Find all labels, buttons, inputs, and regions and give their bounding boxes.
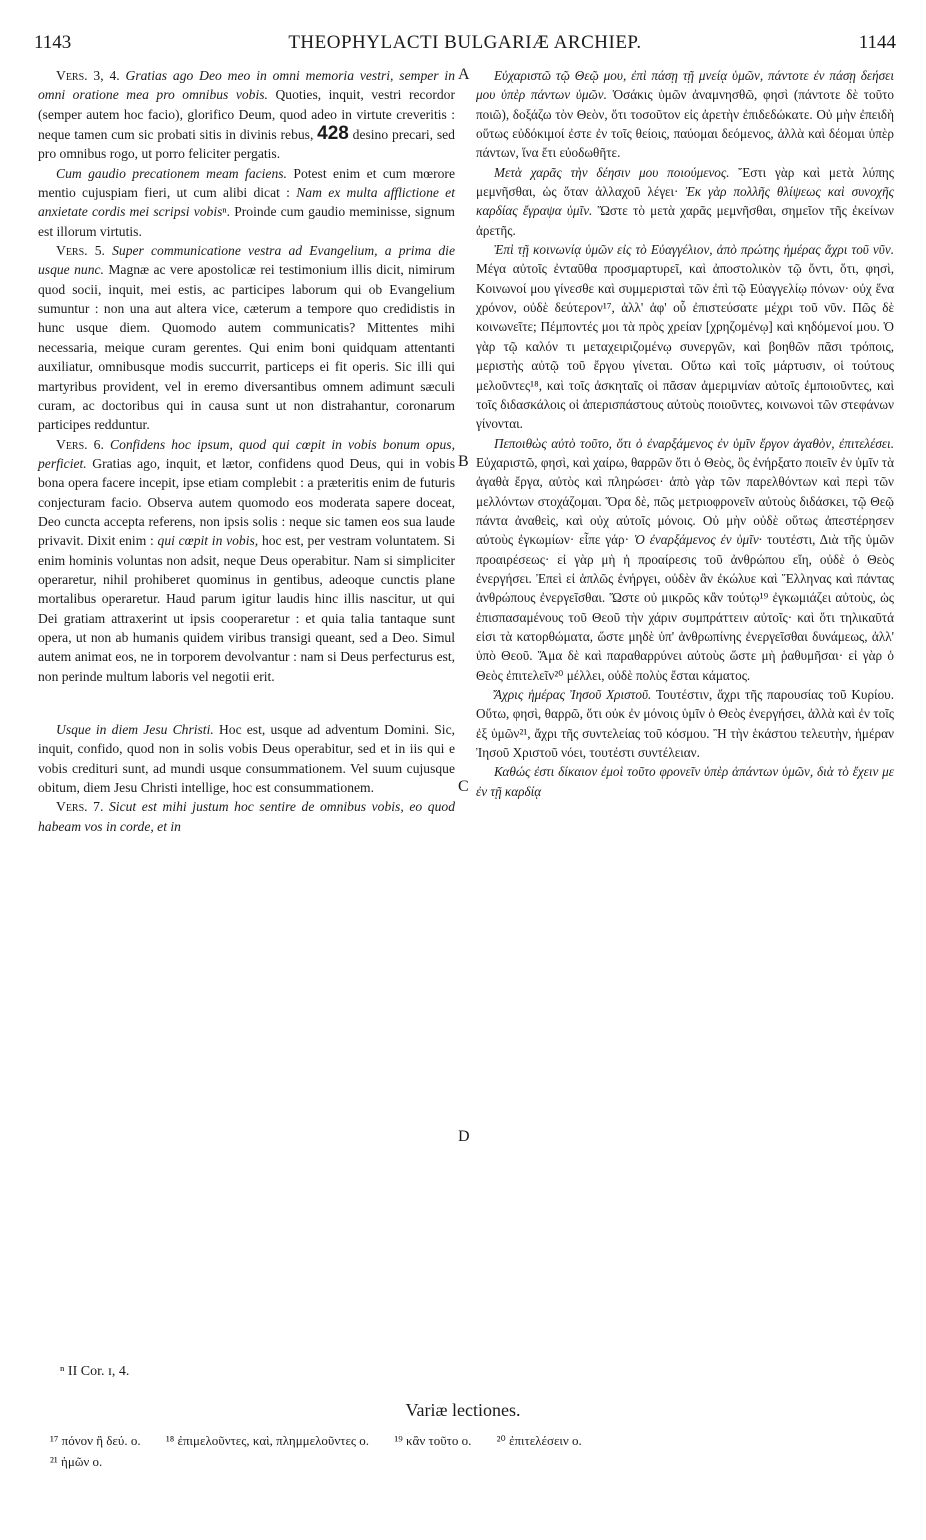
lemma: Sicut est mihi justum hoc sentire de omnibus vobis, eo quod habeam vos in corde, et in [38, 799, 455, 834]
lemma: Εὐχαριστῶ τῷ Θεῷ μου, ἐπὶ πάσῃ τῇ μνείᾳ ὑμῶν, πάντοτε ἐν πάσῃ δεήσει μου ὑπὲρ πάντων ὑμῶν. [476, 68, 894, 103]
quotation: qui cœpit in vobis, [157, 533, 259, 549]
commentary-text: hoc est, per vestram voluntatem. Si enim hominis voluntas non adsit, neque Deus operabitur. Nam si simpliciter operaretur, nihil prohiberet quominus in gentibus, adeoque cunctis plane mortalibus operaretur. Haud parum igitur laudis hinc illis nascitur, ut qui Dei gratiam attraxerint ut ipsis cooperaretur : et quia talia tantaque sunt opera, ut non ab humanis quidem viribus transigi queant, sed a Deo. Simul autem animat eos, ne in torporem devolvantur : nam si Deus perfecturus est, non perinde multum laboris vel negotii erit. [38, 533, 455, 684]
variant-reading: ¹⁸ ἐπιμελοῦντες, καὶ, πλημμελοῦντες ο. [165, 1433, 370, 1448]
greek-paragraph [476, 240, 894, 433]
commentary-text: Ὁσάκις ὑμῶν ἀναμνησθῶ, φησὶ (πάντοτε δὲ τοῦτο ποιῶ), δοξάζω τὸν Θεὸν, ὅτι τοσοῦτον εἰς ἀρετὴν ἐπιδεδώκατε. Οὐ μὴν ἐπειδὴ οὕτως εὐδόκιμοί ἐστε ἐν τοῖς θείοις, παύομαι δεόμενος, ἀλλὰ καὶ δέομαι ὑπὲρ πάντων, ἵνα ἔτι εὐοδωθῆτε. [476, 87, 894, 161]
lemma: Super communicatione vestra ad Evangelium, a prima die usque nunc. [38, 243, 455, 278]
verse-label: Vers. 3, 4. [56, 68, 120, 83]
lemma: Μετὰ χαρᾶς τὴν δέησιν μου ποιούμενος. [494, 164, 730, 180]
lemma: Καθώς ἐστι δίκαιον ἐμοὶ τοῦτο φρονεῖν ὑπὲρ ἁπάντων ὑμῶν, διὰ τὸ ἔχειν με ἐν τῇ καρδίᾳ [476, 764, 894, 799]
greek-paragraph [476, 685, 894, 762]
column-number: 428 [317, 123, 349, 145]
commentary-text: Ὥστε τὸ μετὰ χαρᾶς μεμνῆσθαι, σημεῖον τῆς ἐκείνων ἀρετῆς. [476, 203, 895, 238]
latin-paragraph [38, 66, 455, 164]
quotation: Nam ex multa afflictione et anxietate cordis mei scripsi vobis [38, 185, 455, 220]
latin-paragraph [38, 435, 455, 686]
margin-letter-c: C [458, 778, 469, 795]
variant-reading: ¹⁹ κἂν τοῦτο ο. [394, 1433, 472, 1448]
verse-label: Vers. 7. [56, 799, 104, 815]
margin-letter-b: B [458, 453, 469, 470]
greek-paragraph [476, 66, 894, 163]
commentary-text: Ἔστι γὰρ καὶ μετὰ λύπης μεμνῆσθαι, ὡς ὅταν ἀλλαχοῦ λέγει· [476, 164, 894, 200]
greek-paragraph [476, 434, 894, 685]
latin-paragraph [38, 797, 455, 836]
commentary-text: desino precari, sed pro omnibus rogo, ut porro feliciter pergatis. [38, 127, 455, 162]
running-header [34, 32, 896, 58]
running-title: THEOPHYLACTI BULGARIÆ ARCHIEP. [288, 32, 642, 53]
quotation: Ὁ ἐναρξάμενος ἐν ὑμῖν· [633, 532, 762, 548]
commentary-text: Potest enim et cum mœrore mentio cujuspiam fieri, ut cum alibi dicat : [38, 165, 455, 201]
lemma: Confidens hoc ipsum, quod qui cœpit in vobis bonum opus, perficiet. [38, 436, 455, 471]
footnote: ⁿ II Cor. ɪ, 4. [60, 1364, 130, 1379]
left-page-number: 1143 [34, 32, 72, 53]
latin-paragraph [38, 164, 455, 241]
verse-label: Vers. 6. [56, 436, 104, 452]
commentary-text: Magnæ ac vere apostolicæ rei testimonium illis dicit, nimirum quod socii, inquit, mei estis, ac participes laborum qui ob Evangelium sumuntur : non una aut altera vice, cæterum a tempore quo credidistis in hunc usque diem. Quomodo autem communicatis? Mittentes mihi necessaria, meique curam gerentes. Qui enim boni quidquam attentanti auxiliatur, omnibusque modis succurrit, particeps ei fit operis. Sic illi qui martyribus provident, vel in eremo diversantibus omnem adimunt sæculi curam, ac doctoribus qui in causa sunt ut non distrahantur, coronarum participes redduntur. [38, 262, 455, 433]
margin-letter-d: D [458, 1128, 470, 1145]
greek-paragraph [476, 163, 894, 240]
latin-column [38, 66, 455, 836]
commentary-text: τουτέστι, Διὰ τῆς ὑμῶν προαιρέσεως· εἰ γὰρ μὴ ἡ προαίρεσις τοῦ ἀνθρώπου εἴη, οὐδὲ ὁ Θεὸς ἐνεργήσει. Ἐπεὶ εἰ ἁπλῶς ἐνήργει, οὐδὲν ἂν ἐκώλυε καὶ Ἕλληνας καὶ πάντας ἀνθρώπους ἐνεργεῖσθαι. Ὥστε οὐ μικρῶς κἂν τούτῳ¹⁹ ἐγκωμιάζει αὐτοὺς, ὡς ἐπισπασαμένους τοῦ Θεοῦ τὴν χάριν συμπράττειν αὐτοῖς· καὶ ὅτι τηλικαῦτά εἰσι τὰ κατορθώματα, ὥστε μηδὲ ὑπ' ἀνθρωπίνης ἐνεργεῖσθαι δυνάμεως, ἀλλ' ὑπὸ Θεοῦ. Ἅμα δὲ καὶ παραθαρρύνει αὐτοὺς ὥστε μὴ ῥαθυμῆσαι· εἰ γὰρ ὁ Θεὸς ἐπιτελεῖν²⁰ μέλλει, οὐδὲ πολὺς ἔσται κάματος. [476, 532, 895, 683]
variae-lectiones-title: Variæ lectiones. [405, 1400, 521, 1420]
commentary-text: ⁿ. Proinde cum gaudio meminisse, signum est illorum virtutis. [38, 204, 455, 239]
lemma: Cum gaudio precationem meam faciens. [56, 165, 287, 181]
commentary-text: Εὐχαριστῶ, φησὶ, καὶ χαίρω, θαρρῶν ὅτι ὁ Θεὸς, ὃς ἐνήρξατο ποιεῖν ἐν ὑμῖν τὰ ἀγαθὰ ἔργα, αὐτὸς καὶ πληρώσει· ἀπὸ γὰρ τῶν παρελθόντων καὶ περὶ τῶν μελλόντων στοχάζομαι. Ὅρα δὲ, πῶς μετριοφρονεῖν αὐτοὺς διδάσκει, τῷ Θεῷ πάντα ἀναθεὶς, καὶ οὐχ αὐτοῖς μόνοις. Οὐ μὴν οὐδὲ οὕτως ἀπεστέρησεν αὐτοὺς ἐγκωμίων· εἶπε γάρ· [476, 454, 894, 548]
quotation: Ἐκ γὰρ πολλῆς θλίψεως καὶ συνοχῆς καρδίας ἔγραψα ὑμῖν. [476, 184, 895, 219]
lemma: Πεποιθὼς αὐτὸ τοῦτο, ὅτι ὁ ἐναρξάμενος ἐν ὑμῖν ἔργον ἀγαθὸν, ἐπιτελέσει. [494, 435, 894, 451]
greek-column [476, 66, 894, 801]
commentary-text: Τουτέστιν, ἄχρι τῆς παρουσίας τοῦ Κυρίου. Οὕτω, φησὶ, θαρρῶ, ὅτι οὐκ ἐν μόνοις ὑμῖν ὁ Θεὸς ἐνεργήσει, ἀλλὰ καὶ ἐν τοῖς ἐξ ὑμῶν²¹, ἄχρι τῆς συντελείας τοῦ κόσμου. Ἢ τὴν ἑκάστου τελευτὴν, ἡμέραν Ἰησοῦ Χριστοῦ νόει, τουτέστι συντέλειαν. [476, 687, 894, 761]
lemma: Ἄχρις ἡμέρας Ἰησοῦ Χριστοῦ. [494, 687, 652, 702]
latin-paragraph [38, 241, 455, 434]
lemma: Gratias ago Deo meo in omni memoria vestri, semper in omni oratione mea pro omnibus vobis. [38, 68, 455, 103]
commentary-text: Quoties, inquit, vestri recordor (semper autem hoc facio), glorifico Deum, quod adeo in virtute creveritis : neque tamen cum sic probati sitis in divinis rebus, [38, 87, 455, 143]
variant-reading: ²⁰ ἐπιτελέσειν ο. [496, 1433, 582, 1448]
margin-letter-a: A [458, 66, 470, 83]
latin-paragraph [38, 720, 455, 797]
right-page-number: 1144 [858, 32, 896, 53]
lemma: Usque in diem Jesu Christi. [56, 722, 214, 737]
verse-label: Vers. 5. [56, 243, 105, 259]
commentary-text: Gratias ago, inquit, et lætor, confidens quod Deus, qui in vobis bona opera facere incepit, ipse etiam complebit : a præteritis enim de futuris conjecturam facio. Observa autem quomodo eos moderata sapere doceat, Deo cuncta accepta referens, non ipsis solis : neque sic tamen eos sua laude privavit. Dixit enim : [38, 455, 455, 549]
variant-reading: ¹⁷ πόνον ἢ δεύ. ο. [50, 1433, 141, 1448]
lemma: Ἐπὶ τῇ κοινωνίᾳ ὑμῶν εἰς τὸ Εὐαγγέλιον, ἀπὸ πρώτης ἡμέρας ἄχρι τοῦ νῦν. [494, 242, 894, 258]
commentary-text: Μέγα αὐτοῖς ἐνταῦθα προσμαρτυρεῖ, καὶ ἀποστολικὸν τῷ ὄντι, ὅτι, φησὶ, Κοινωνοί μου γίνεσθε καὶ συμμερισταὶ τῶν ἐπὶ τῷ Εὐαγγελίῳ πόνων· οὐχ ἕνα χρόνον, οὐδὲ δεύτερον¹⁷, ἀλλ' ἀφ' οὗ ἐπιστεύσατε μέχρι τοῦ νῦν. Πῶς δὲ κοινωνεῖτε; Πέμποντές μοι τὰ πρὸς χρείαν [χρηζομένῳ] καὶ κηδόμενοί μου. Ὁ γὰρ τῷ καλόν τι μεταχειριζομένῳ συνεργῶν, καὶ βοηθῶν πᾶσι τρόποις, μεριστὴς αὐτῷ τοῦ ἔργου γίνεται. Οὕτω καὶ τοῖς μάρτυσιν, οἱ τούτους μελοῦντες¹⁸, καὶ τοῖς ἀσκηταῖς οἱ πᾶσαν ἀμεριμνίαν αὐτοῖς ἐμποιοῦντες, καὶ τοῖς διδασκάλοις οἱ ἀπερισπάστους αὐτοὺς ποιοῦντες, κοινωνοὶ τῶν στεφάνων γίνονται. [476, 261, 894, 432]
variant-reading: ²¹ ἡμῶν ο. [50, 1454, 103, 1469]
variae-lectiones [50, 1430, 900, 1472]
commentary-text: Hoc est, usque ad adventum Domini. Sic, inquit, confido, quod non in solis vobis Deus operabitur, sed et in iis qui e vobis credituri sunt, ad mundi usque consummationem. Vel suum cujusque obitum, diem Jesu Christi intellige, hoc est consummationem. [38, 722, 455, 796]
greek-paragraph [476, 762, 894, 801]
